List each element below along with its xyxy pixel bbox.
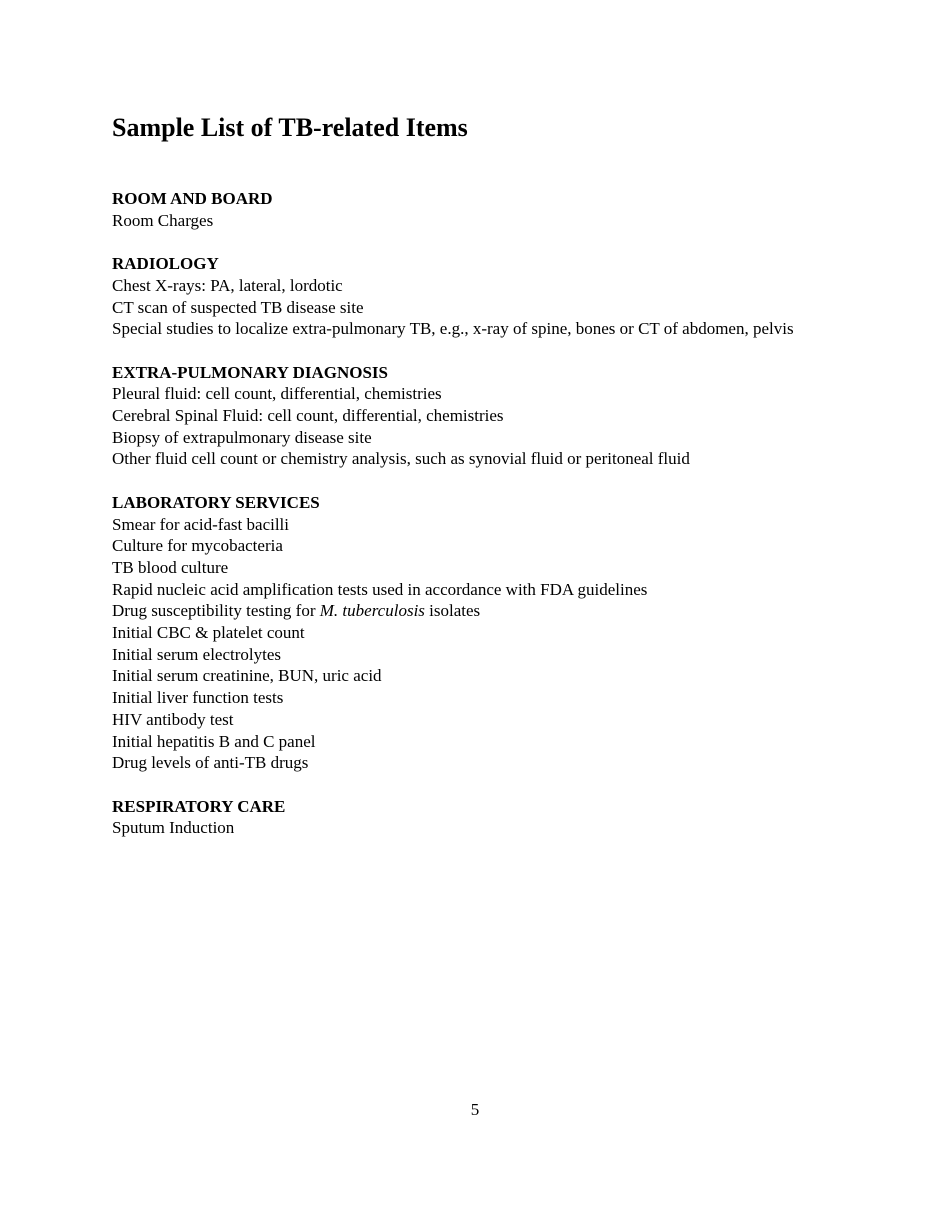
- list-item: Pleural fluid: cell count, differential, chemistries: [112, 384, 442, 404]
- section-heading: ROOM AND BOARD: [112, 189, 273, 208]
- list-item: CT scan of suspected TB disease site: [112, 297, 364, 317]
- section-radiology: [112, 253, 832, 340]
- page-title: Sample List of TB-related Items: [112, 113, 468, 142]
- section-heading: EXTRA-PULMONARY DIAGNOSIS: [112, 362, 388, 382]
- list-item: Special studies to localize extra-pulmonary TB, e.g., x-ray of spine, bones or CT of abdomen, pelvis: [112, 319, 794, 339]
- list-item: Smear for acid-fast bacilli: [112, 514, 290, 534]
- list-item: Sputum Induction: [112, 818, 235, 838]
- list-item: Initial serum creatinine, BUN, uric acid: [112, 666, 382, 686]
- list-item-drug-susceptibility: [112, 600, 832, 622]
- list-item: Rapid nucleic acid amplification tests used in accordance with FDA guidelines: [112, 579, 648, 599]
- list-item: Initial serum electrolytes: [112, 644, 281, 664]
- list-item: Biopsy of extrapulmonary disease site: [112, 427, 372, 447]
- section-heading: RADIOLOGY: [112, 254, 219, 274]
- section-laboratory-services: [112, 492, 832, 774]
- section-respiratory-care: [112, 796, 832, 839]
- document-body: [112, 188, 832, 861]
- list-item: Drug levels of anti-TB drugs: [112, 753, 309, 773]
- list-item: Chest X-rays: PA, lateral, lordotic: [112, 275, 343, 295]
- item-text-suffix: isolates: [424, 601, 481, 621]
- section-room-and-board: [112, 188, 832, 231]
- list-item: HIV antibody test: [112, 709, 234, 729]
- list-item: Initial liver function tests: [112, 688, 284, 708]
- list-item: Other fluid cell count or chemistry analysis, such as synovial fluid or peritoneal fluid: [112, 449, 690, 469]
- list-item: Room Charges: [112, 210, 214, 230]
- list-item: Culture for mycobacteria: [112, 536, 283, 556]
- list-item: Initial hepatitis B and C panel: [112, 731, 316, 751]
- list-item: Cerebral Spinal Fluid: cell count, differential, chemistries: [112, 406, 504, 425]
- list-item: TB blood culture: [112, 557, 229, 577]
- item-text-prefix: Drug susceptibility testing for: [112, 601, 320, 621]
- page-number: 5: [470, 1100, 480, 1119]
- section-heading: LABORATORY SERVICES: [112, 492, 320, 512]
- section-heading: RESPIRATORY CARE: [112, 796, 286, 816]
- section-extra-pulmonary-diagnosis: [112, 362, 832, 471]
- organism-name: M. tuberculosis: [319, 601, 425, 621]
- list-item: Initial CBC & platelet count: [112, 623, 305, 643]
